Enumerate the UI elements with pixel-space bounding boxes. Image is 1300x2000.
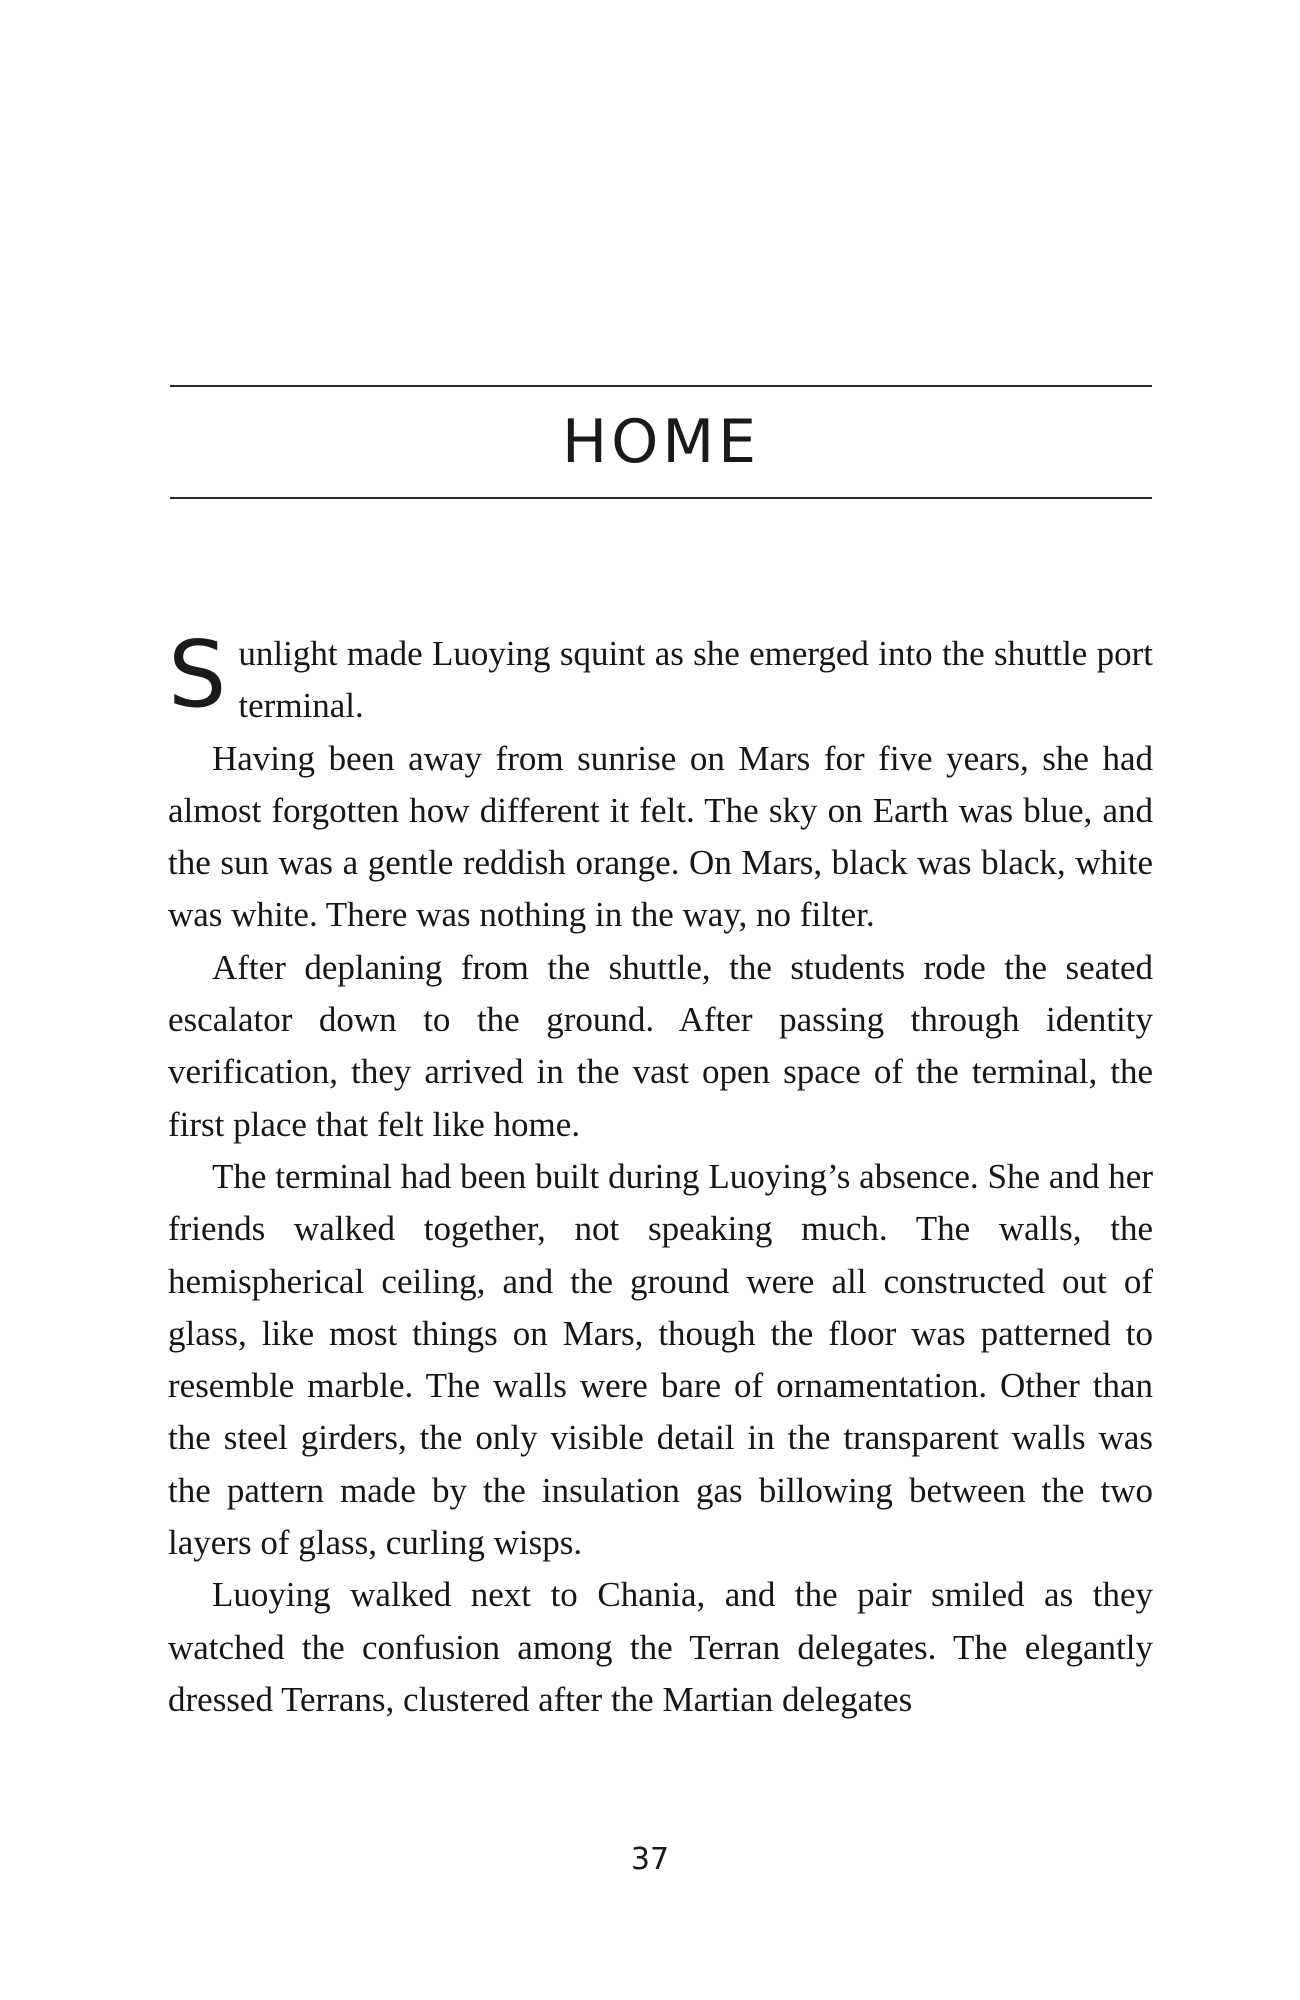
- paragraph: Luoying walked next to Chania, and the pair smiled as they watched the confusion among the Terran delegates. The elegantly dressed Terrans, clustered after the Martian delegates: [168, 1575, 1153, 1719]
- page-number: 37: [630, 1842, 670, 1877]
- chapter-rule-top: [170, 385, 1152, 387]
- paragraph: Having been away from sunrise on Mars for five years, she had almost forgotten how different it felt. The sky on Earth was blue, and the sun was a gentle reddish orange. On Mars, black was black, white was white. There was nothing in the way, no filter.: [168, 738, 1153, 935]
- opening-paragraph: [168, 621, 1153, 733]
- chapter-rule-bottom: [170, 497, 1152, 499]
- opening-text: unlight made Luoying squint as she emerged into the shuttle port terminal.: [238, 634, 1153, 726]
- chapter-title: HOME: [561, 407, 761, 477]
- paragraph: After deplaning from the shuttle, the students rode the seated escalator down to the ground. After passing through identity verification, they arrived in the vast open space of the terminal, the first place that felt like home.: [168, 947, 1153, 1144]
- paragraph: The terminal had been built during Luoying’s absence. She and her friends walked together, not speaking much. The walls, the hemispherical ceiling, and the ground were all constructed out of glass, like most things on Mars, though the floor was patterned to resemble marble. The walls were bare of ornamentation. Other than the steel girders, the only visible detail in the transparent walls was the pattern made by the insulation gas billowing between the two layers of glass, curling wisps.: [168, 1156, 1153, 1563]
- drop-cap: S: [168, 621, 227, 728]
- body-text: [168, 621, 1153, 1726]
